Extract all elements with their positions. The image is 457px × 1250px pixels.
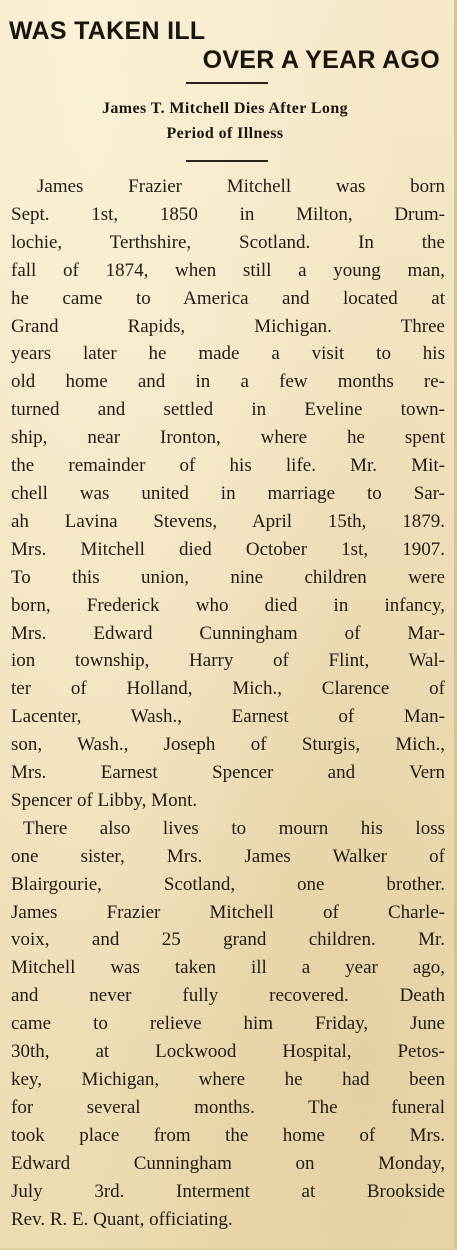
text-line: James Frazier Mitchell was born <box>37 176 445 197</box>
text-line: years later he made a visit to his <box>11 343 445 365</box>
text-line: Mitchell was taken ill a year ago, <box>11 957 445 979</box>
text-line: for several months. The funeral <box>11 1096 445 1118</box>
text-line: Edward Cunningham on Monday, <box>11 1152 445 1174</box>
text-line: came to relieve him Friday, June <box>11 1013 445 1035</box>
text-line: key, Michigan, where he had been <box>11 1069 445 1090</box>
text-line: took place from the home of Mrs. <box>11 1124 445 1146</box>
subheadline-divider <box>186 160 268 162</box>
text-line: There also lives to mourn his loss <box>23 817 445 839</box>
text-line: Mrs. Earnest Spencer and Vern <box>11 762 445 784</box>
text-line: James Frazier Mitchell of Charle- <box>11 901 445 923</box>
subheadline-line-1: James T. Mitchell Dies After Long <box>101 100 349 117</box>
text-line: ter of Holland, Mich., Clarence of <box>11 678 445 700</box>
text-line: fall of 1874, when still a young man, <box>11 259 445 281</box>
text-line: he came to America and located at <box>11 287 445 309</box>
text-line: Blairgourie, Scotland, one brother. <box>11 873 445 895</box>
text-line: and never fully recovered. Death <box>11 985 445 1007</box>
text-line: Mrs. Mitchell died October 1st, 1907. <box>11 538 445 560</box>
text-line: chell was united in marriage to Sar- <box>11 482 445 504</box>
text-line: old home and in a few months re- <box>11 371 445 393</box>
text-line: ah Lavina Stevens, April 15th, 1879. <box>11 510 445 532</box>
text-line: Grand Rapids, Michigan. Three <box>11 315 445 337</box>
text-line: To this union, nine children were <box>11 566 445 588</box>
text-line: Rev. R. E. Quant, officiating. <box>11 1208 233 1230</box>
headline-line-1: WAS TAKEN ILL <box>9 17 206 45</box>
article-body <box>11 173 445 1233</box>
subheadline-line-2: Period of Illness <box>166 125 284 142</box>
text-line: lochie, Terthshire, Scotland. In the <box>11 231 445 253</box>
headline-divider <box>186 82 268 84</box>
headline-line-2: OVER A YEAR AGO <box>202 46 440 74</box>
paragraph-1 <box>11 173 445 815</box>
text-line: 30th, at Lockwood Hospital, Petos- <box>11 1041 445 1063</box>
text-line: Sept. 1st, 1850 in Milton, Drum- <box>11 203 445 225</box>
text-line: son, Wash., Joseph of Sturgis, Mich., <box>11 734 445 756</box>
text-line: the remainder of his life. Mr. Mit- <box>11 455 445 477</box>
text-line: born, Frederick who died in infancy, <box>11 594 445 616</box>
text-line: ship, near Ironton, where he spent <box>11 427 445 449</box>
text-line: voix, and 25 grand children. Mr. <box>11 929 445 951</box>
paragraph-2 <box>11 815 445 1234</box>
text-line: one sister, Mrs. James Walker of <box>11 845 445 867</box>
text-line: Mrs. Edward Cunningham of Mar- <box>11 622 445 644</box>
text-line: July 3rd. Interment at Brookside <box>11 1180 445 1202</box>
text-line: ion township, Harry of Flint, Wal- <box>11 650 445 672</box>
subheadline <box>6 96 444 146</box>
text-line: Lacenter, Wash., Earnest of Man- <box>11 706 445 728</box>
text-line: Spencer of Libby, Mont. <box>11 789 198 811</box>
text-line: turned and settled in Eveline town- <box>11 399 445 421</box>
